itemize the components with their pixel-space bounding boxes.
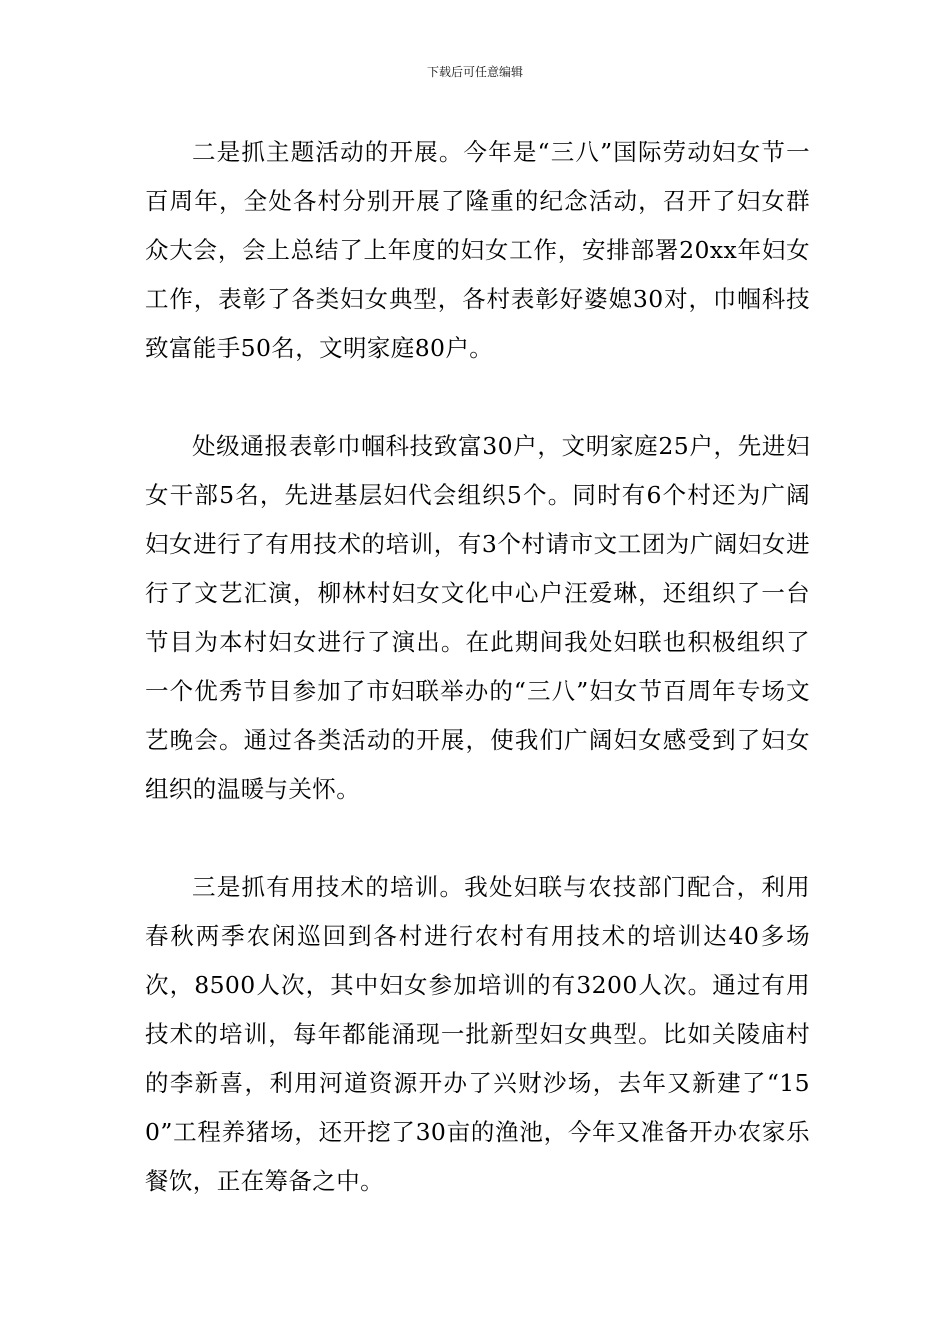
paragraph-technical-training: 三是抓有用技术的培训。我处妇联与农技部门配合，利用春秋两季农闲巡回到各村进行农村有用技术的培训达40多场次，8500人次，其中妇女参加培训的有3200人次。通过有用技术的培训，每年都能涌现一批新型妇女典型。比如关陵庙村的李新喜，利用河道资源开办了兴财沙场，去年又新建了“150”工程养猪场，还开挖了30亩的渔池，今年又准备开办农家乐餐饮，正在筹备之中。: [145, 873, 810, 1195]
paragraph-commendations: 处级通报表彰巾帼科技致富30户，文明家庭25户，先进妇女干部5名，先进基层妇代会组织5个。同时有6个村还为广阔妇女进行了有用技术的培训，有3个村请市文工团为广阔妇女进行了文艺汇演，柳林村妇女文化中心户汪爱琳，还组织了一台节目为本村妇女进行了演出。在此期间我处妇联也积极组织了一个优秀节目参加了市妇联举办的“三八”妇女节百周年专场文艺晚会。通过各类活动的开展，使我们广阔妇女感受到了妇女组织的温暖与关怀。: [145, 432, 810, 803]
document-body: [145, 128, 810, 1206]
paragraph-theme-activities: 二是抓主题活动的开展。今年是“三八”国际劳动妇女节一百周年，全处各村分别开展了隆重的纪念活动，召开了妇女群众大会，会上总结了上年度的妇女工作，安排部署20xx年妇女工作，表彰了各类妇女典型，各村表彰好婆媳30对，巾帼科技致富能手50名，文明家庭80户。: [145, 138, 810, 362]
page-header-note: 下载后可任意编辑: [426, 65, 523, 79]
